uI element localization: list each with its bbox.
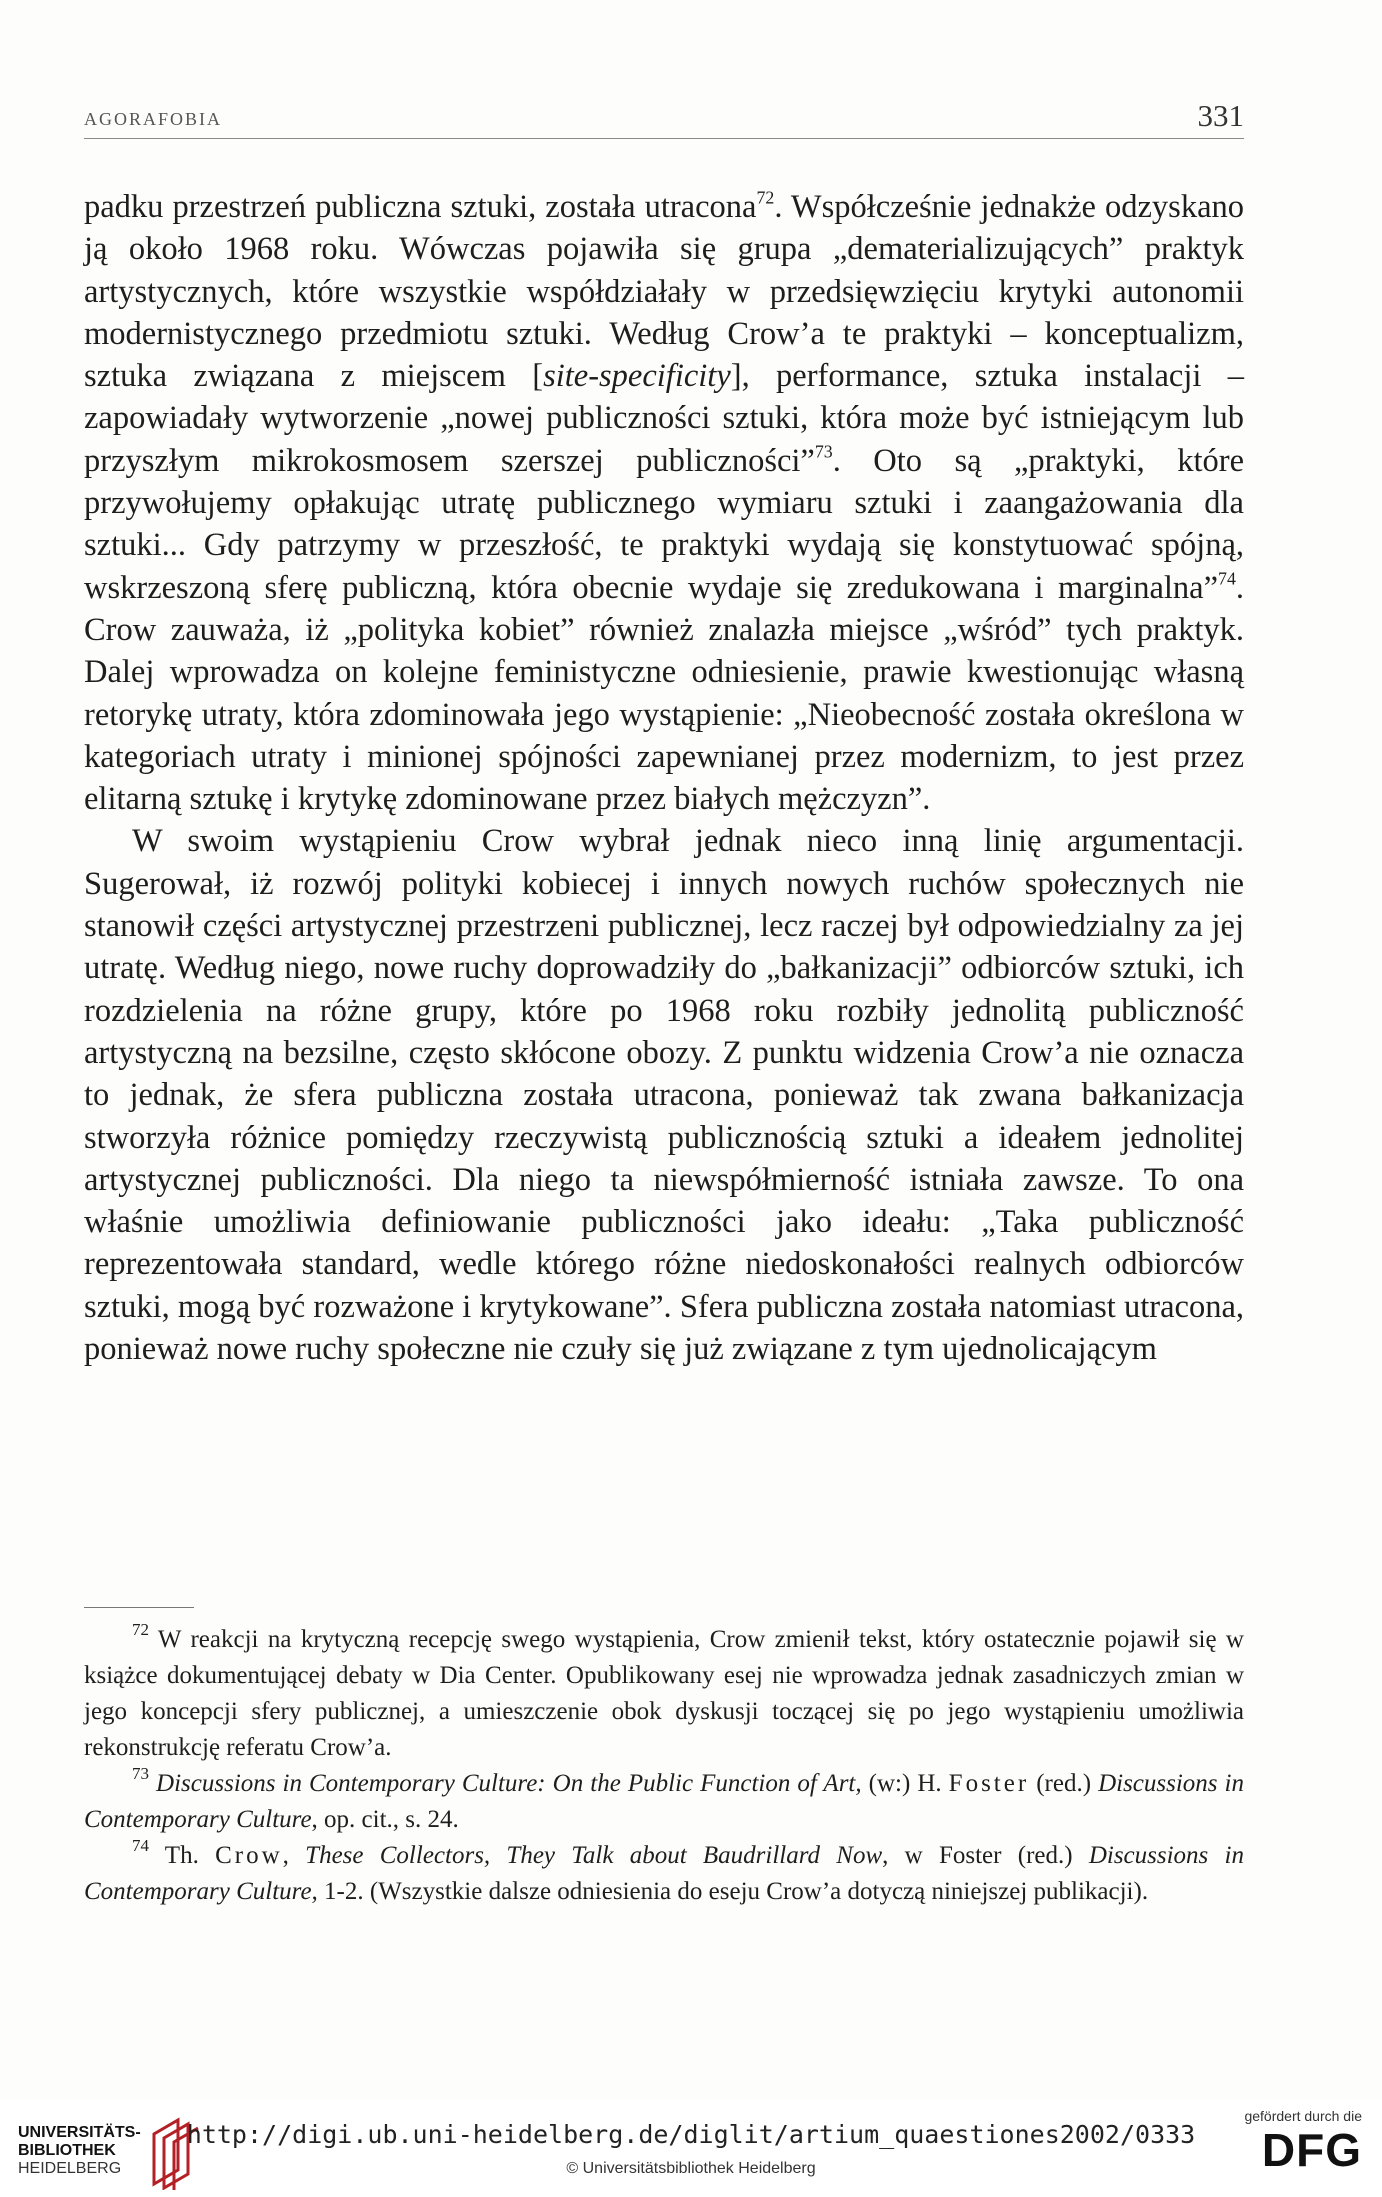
running-head [84, 98, 1244, 139]
footnote-text: , op. cit., s. 24. [311, 1806, 459, 1833]
body-text [84, 186, 1244, 1370]
p1-seg1: padku przestrzeń publiczna sztuki, została utracona [84, 189, 757, 225]
footnote-72 [84, 1622, 1244, 1766]
footnote-author: Crow [215, 1842, 283, 1869]
dfg-wordmark: DFG [1261, 2124, 1362, 2176]
running-head-title: AGORAFOBIA [84, 109, 223, 129]
footnote-title: Discussions in Contemporary Culture: On the Public Function of Art, [156, 1770, 862, 1797]
p1-seg4: . Oto są „praktyki, które przywołujemy opłakując utratę publicznego wymiaru sztuki i zaangażowania dla sztuki... Gdy patrzymy w przeszłość, te praktyki wydają się konstytuować spójną, wskrzeszoną sferę publiczną, która obecnie wydaje się zredukowana i marginalna” [84, 442, 1244, 606]
library-name-line: BIBLIOTHEK [18, 2142, 116, 2159]
p1-seg3: ], performance, sztuka instalacji – zapowiadały wytworzenie „nowej publiczności sztuki, która może być istniejącym lub przyszłym mikrokosmosem szerszej publiczności” [84, 358, 1244, 479]
page-number: 331 [1197, 98, 1244, 133]
footnote-text: (w:) H. [861, 1770, 949, 1797]
footnote-text: (red.) [1029, 1770, 1099, 1797]
source-url-link[interactable]: http://digi.ub.uni-heidelberg.de/diglit/artium_quaestiones2002/0333 [186, 2120, 1196, 2149]
dfg-caption: gefördert durch die [1244, 2108, 1362, 2124]
copyright-notice: © Universitätsbibliothek Heidelberg [566, 2160, 816, 2177]
digitization-footer [0, 2100, 1382, 2197]
p1-seg2: . Współcześnie jednakże odzyskano ją około 1968 roku. Wówczas pojawiła się grupa „dematerializujących” praktyk artystycznych, które wszystkie współdziałały w przedsięwzięciu krytyki autonomii modernistycznego przedmiotu sztuki. Według Crow’a te praktyki – konceptualizm, sztuka związana z miejscem [ [84, 189, 1244, 395]
footnote-number: 73 [132, 1764, 149, 1784]
footnote-number: 72 [132, 1620, 149, 1640]
library-name-line: UNIVERSITÄTS- [18, 2124, 141, 2141]
paragraph-1 [84, 186, 1244, 820]
library-name-line: HEIDELBERG [18, 2160, 122, 2177]
footnote-ref-72[interactable]: 72 [756, 187, 775, 208]
p1-italic-term: site-specificity [543, 358, 731, 395]
paragraph-2: W swoim wystąpieniu Crow wybrał jednak nieco inną linię argumentacji. Sugerował, iż rozwój polityki kobiecej i innych nowych ruchów społecznych nie stanowił części artystycznej przestrzeni publicznej, lecz raczej był odpowiedzialny za jej utratę. Według niego, nowe ruchy doprowadziły do „bałkanizacji” odbiorców sztuki, ich rozdzielenia na różne grupy, które po 1968 roku rozbiły jednolitą publiczność artystyczną na bezsilne, często skłócone obozy. Z punktu widzenia Crow’a nie oznacza to jednak, że sfera publiczna została utracona, ponieważ tak zwana bałkanizacja stworzyła różnice pomiędzy rzeczywistą publicznością sztuki a ideałem jednolitej artystycznej publiczności. Dla niego ta niewspółmierność istniała zawsze. To ona właśnie umożliwia definiowanie publiczności jako ideału: „Taka publiczność reprezentowała standard, wedle którego różne niedoskonałości realnych odbiorców sztuki, mogą być rozważone i krytykowane”. Sfera publiczna została natomiast utracona, ponieważ nowe ruchy społeczne nie czuły się już związane z tym ujednolicającym [84, 823, 1244, 1368]
footnote-74 [84, 1838, 1244, 1910]
footnote-title: These Collectors, They Talk about Baudrillard Now [305, 1842, 883, 1869]
dfg-logo[interactable] [1212, 2108, 1362, 2192]
footnote-text: 1-2. (Wszystkie dalsze odniesienia do eseju Crow’a dotyczą niniejszej publikacji). [317, 1878, 1149, 1905]
footnote-title: Discussions in Contemporary Culture, [84, 1842, 1244, 1905]
footnote-text: , w Foster (red.) [882, 1842, 1089, 1869]
footnote-author: Foster [948, 1770, 1030, 1797]
footnote-ref-74[interactable]: 74 [1218, 568, 1236, 589]
footnote-divider [84, 1607, 194, 1608]
footnote-number: 74 [132, 1836, 149, 1856]
footnote-ref-73[interactable]: 73 [814, 441, 833, 462]
footnote-text: Th. [149, 1842, 216, 1869]
p1-seg5: . Crow zauważa, iż „polityka kobiet” również znalazła miejsce „wśród” tych praktyk. Dalej wprowadza on kolejne feministyczne odniesienie, prawie kwestionując własną retorykę utraty, która zdominowała jego wystąpienie: „Nieobecność została określona w kategoriach utraty i minionej spójności zapewnianej przez modernizm, to jest przez elitarną sztukę i krytykę zdominowane przez białych mężczyzn”. [84, 569, 1244, 818]
footnote-title: Discussions in Contemporary Culture [84, 1770, 1244, 1833]
footnote-text: W reakcji na krytyczną recepcję swego wystąpienia, Crow zmienił tekst, który ostatecznie pojawił się w książce dokumentującej debaty w Dia Center. Opublikowany esej nie wprowadza jednak zasadniczych zmian w jego koncepcji sfery publicznej, a umieszczenie obok dyskusji toczącej się po jego wystąpieniu umożliwia rekonstrukcję referatu Crow’a. [84, 1626, 1244, 1761]
footnote-text: , [282, 1842, 306, 1869]
footnotes [84, 1622, 1244, 1910]
footnote-73 [84, 1766, 1244, 1838]
